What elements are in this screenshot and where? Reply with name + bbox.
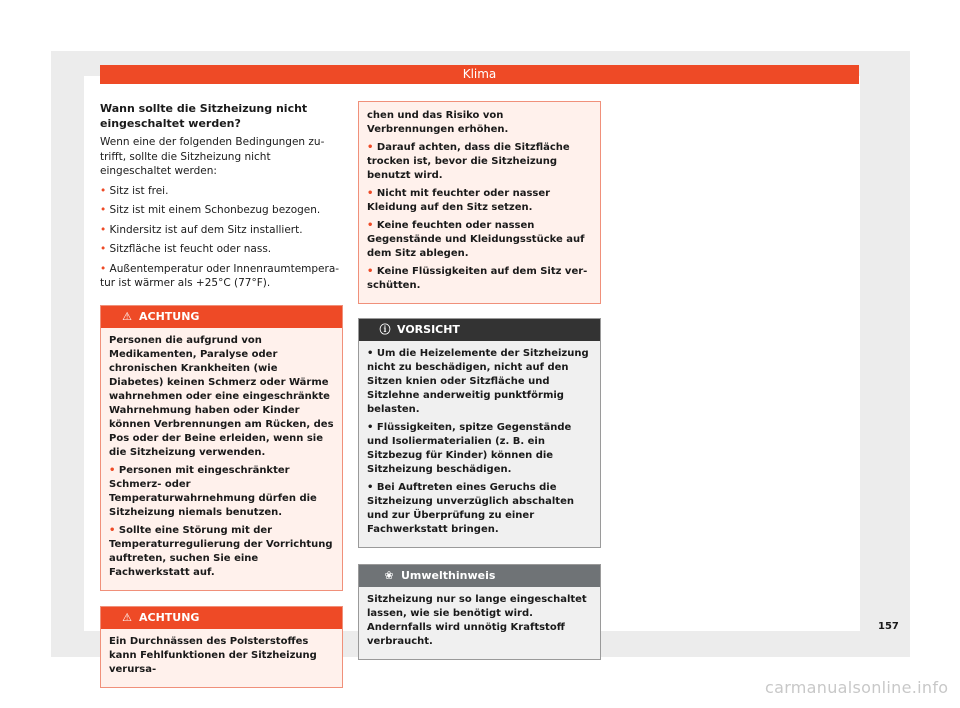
environment-box (358, 564, 601, 660)
environment-header: ❀ Umwelthinweis (359, 565, 600, 587)
warning-header: ⚠ ACHTUNG (101, 306, 342, 328)
warning-continued-box (358, 101, 601, 304)
warning-text: chen und das Risiko von Verbrennungen erhöhen. (367, 110, 509, 135)
warning-triangle-icon: ⚠ (122, 309, 132, 323)
warning-text: Personen die aufgrund von Medikamenten, Paralyse oder chronischen Krankheiten (wie Diabetes) keinen Schmerz oder Wärme wahrnehmen oder eine eingeschränkte Wahrnehmung haben oder Kinder können Verbrennungen am Rücken, des Pos oder der Beine erleiden, wenn sie die Sitzheizung verwenden. (109, 334, 334, 458)
list-item: • Keine feuchten oder nassen Gegenstände und Kleidungsstücke auf dem Sitz ablegen. (367, 220, 585, 259)
list-item: • Um die Heizelemente der Sitzheizung nicht zu beschädigen, nicht auf den Sitzen knien oder Sitzfläche und Sitzlehne anderweitig punktförmig belasten. (367, 348, 589, 415)
list-item: • Personen mit eingeschränkter Schmerz- oder Temperaturwahrnehmung dürfen die Sitzheizung niemals benutzen. (109, 464, 317, 518)
watermark: carmanualsonline.info (765, 678, 949, 697)
list-item: • Kindersitz ist auf dem Sitz installiert. (100, 223, 303, 236)
list-item: • Sitz ist frei. (100, 184, 169, 197)
list-item: • Keine Flüssigkeiten auf dem Sitz verschütten. (367, 266, 588, 291)
warning-header: ⚠ ACHTUNG (101, 607, 342, 629)
list-item: • Sitzfläche ist feucht oder nass. (100, 243, 272, 255)
info-circle-icon: ⓘ (379, 323, 391, 336)
warning-text: Ein Durchnässen des Polsterstoffes kann Fehlfunktionen der Sitzheizung verursa- (109, 635, 317, 675)
list-item: • Darauf achten, dass die Sitzfläche trocken ist, bevor die Sitzheizung benutzt wird. (367, 142, 570, 181)
list-item: • Außentemperatur oder Innenraumtemperatur ist wärmer als +25°C (77°F). (100, 262, 340, 289)
section-heading: Wann sollte die Sitzheizung nicht eingeschaltet werden? (100, 102, 308, 130)
right-column (358, 101, 601, 660)
warning-box-2 (100, 606, 343, 688)
warning-triangle-icon: ⚠ (122, 610, 132, 624)
page-number: 157 (878, 621, 899, 632)
caution-box (358, 318, 601, 548)
list-item: • Sollte eine Störung mit der Temperaturregulierung der Vorrichtung auftreten, suchen Sie eine Fachwerkstatt auf. (109, 524, 333, 578)
list-item: • Nicht mit feuchter oder nasser Kleidung auf den Sitz setzen. (367, 188, 551, 213)
warning-box (100, 305, 343, 591)
left-column (100, 101, 343, 688)
list-item: • Bei Auftreten eines Geruchs die Sitzheizung unverzüglich abschalten und zur Überprüfung zu einer Fachwerkstatt bringen. (367, 482, 574, 535)
list-item: • Flüssigkeiten, spitze Gegenstände und Isoliermaterialien (z. B. ein Sitzbezug für Kinder) können die Sitzheizung beschädigen. (367, 422, 572, 475)
caution-header: ⓘ VORSICHT (359, 319, 600, 341)
section-header: Klima (100, 65, 859, 84)
intro-text: Wenn eine der folgenden Bedingungen zutrifft, sollte die Sitzheizung nicht eingeschaltet werden: (100, 136, 325, 177)
environment-text: Sitzheizung nur so lange eingeschaltet lassen, wie sie benötigt wird. Andernfalls wird unnötig Kraftstoff verbraucht. (367, 594, 587, 647)
list-item: • Sitz ist mit einem Schonbezug bezogen. (100, 204, 321, 216)
flower-icon: ❀ (384, 569, 394, 582)
